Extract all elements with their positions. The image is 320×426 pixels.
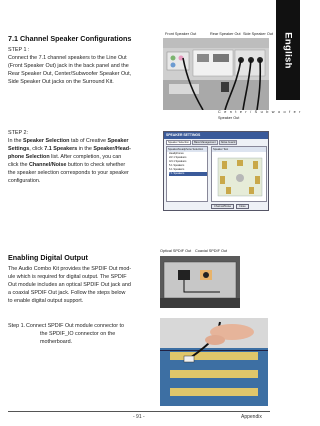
- step1-body: [8, 54, 158, 86]
- list-item[interactable]: 5.1 Speakers: [169, 164, 185, 167]
- body-line: Side Speaker Out jacks on the Surround Kit.: [8, 79, 114, 85]
- section-heading-speaker-config: 7.1 Channel Speaker Configurations: [8, 34, 132, 43]
- body-line: ule which is required for digital output. The SPDIF: [8, 274, 127, 280]
- step2-line-3: phone Selection list. After completion, you can: [8, 154, 122, 160]
- digital-output-body: [8, 265, 160, 305]
- footer-rule: [8, 411, 270, 412]
- motherboard-connector-photo: [160, 318, 268, 406]
- language-side-tab: [276, 0, 300, 100]
- list-item[interactable]: Headphones: [169, 152, 184, 155]
- speaker-list: [167, 152, 207, 176]
- step2-line-2: Settings, click 7.1 Speakers in the Speaker/Head-: [8, 146, 131, 152]
- label-center-subwoofer-2: Speaker Out: [218, 116, 240, 120]
- label-rear-speaker-out: Rear Speaker Out: [210, 32, 241, 36]
- tab-bass-management[interactable]: Bass Management: [194, 141, 216, 144]
- footer-section: Appendix: [241, 414, 262, 420]
- step1-digital-body: [26, 322, 150, 346]
- step1-label: STEP 1 :: [8, 47, 30, 53]
- step2-line-4: click the Channel/Noise button to check whether: [8, 162, 126, 168]
- test-panel-title: Speaker Test: [212, 147, 266, 152]
- side-tab-label: English: [282, 31, 294, 69]
- step-line: motherboard.: [40, 339, 73, 345]
- step2-line-5: the speaker selection corresponds to your speaker: [8, 170, 129, 176]
- speaker-test-panel: [211, 146, 267, 202]
- channel-noise-button[interactable]: Channel/Noise: [211, 204, 234, 209]
- list-item[interactable]: 4/4.1 Speakers: [169, 160, 187, 163]
- step1-digital-label: Step 1.: [8, 323, 26, 329]
- close-button[interactable]: Close: [236, 204, 249, 209]
- body-line: (Front Speaker Out) jack in the back panel and the: [8, 63, 129, 69]
- body-line: Connect the 7.1 channel speakers to the Line Out: [8, 55, 127, 61]
- step2-body: [8, 137, 158, 185]
- label-center-subwoofer: C e n t e r / S u b w o o f e r: [218, 110, 302, 114]
- body-line: to enable digital output support.: [8, 298, 84, 304]
- section-heading-digital-output: Enabling Digital Output: [8, 253, 88, 262]
- body-line: Rear Speaker Out, Center/Subwoofer Speaker Out,: [8, 71, 132, 77]
- list-item[interactable]: 6.1 Speakers: [169, 168, 185, 171]
- spdif-module-photo: [160, 256, 240, 308]
- label-front-speaker-out: Front Speaker Out: [165, 32, 197, 36]
- label-coaxial-spdif-out: Coaxial SPDIF Out: [195, 249, 228, 253]
- tab-speaker-selection[interactable]: Speaker Selection: [168, 141, 190, 144]
- label-side-speaker-out: Side Speaker Out: [243, 32, 273, 36]
- body-line: a coaxial SPDIF Out jack. Follow the steps below: [8, 290, 126, 296]
- dialog-tabs: [164, 139, 268, 145]
- body-line: Out module includes an optical SPDIF Out jack and: [8, 282, 131, 288]
- list-item-selected[interactable]: 7.1 Speakers: [169, 172, 207, 176]
- list-item[interactable]: 2/2.1 Speakers: [169, 156, 187, 159]
- speaker-list-panel: [166, 146, 208, 202]
- label-optical-spdif-out: Optical SPDIF Out: [160, 249, 192, 253]
- step2-line-6: configuration.: [8, 178, 41, 184]
- page-number: - 91 -: [133, 414, 145, 420]
- speaker-settings-dialog: [163, 131, 269, 211]
- back-panel-photo: [163, 38, 269, 110]
- step2-label: STEP 2:: [8, 130, 28, 136]
- step-line: the SPDIF_IO connector on the: [40, 331, 116, 337]
- step-line: Connect SPDIF Out module connector to: [26, 323, 124, 329]
- body-line: The Audio Combo Kit provides the SPDIF Out mod-: [8, 266, 132, 272]
- dialog-title-bar: SPEAKER SETTINGS: [164, 132, 268, 139]
- tab-noise-guard[interactable]: Noise Guard: [220, 141, 236, 144]
- dialog-buttons: [211, 204, 249, 209]
- step2-line-1: In the Speaker Selection tab of Creative Speaker: [8, 138, 129, 144]
- list-title: Speaker/Headphone Selection: [167, 147, 207, 152]
- speaker-layout-graphic: [212, 152, 268, 202]
